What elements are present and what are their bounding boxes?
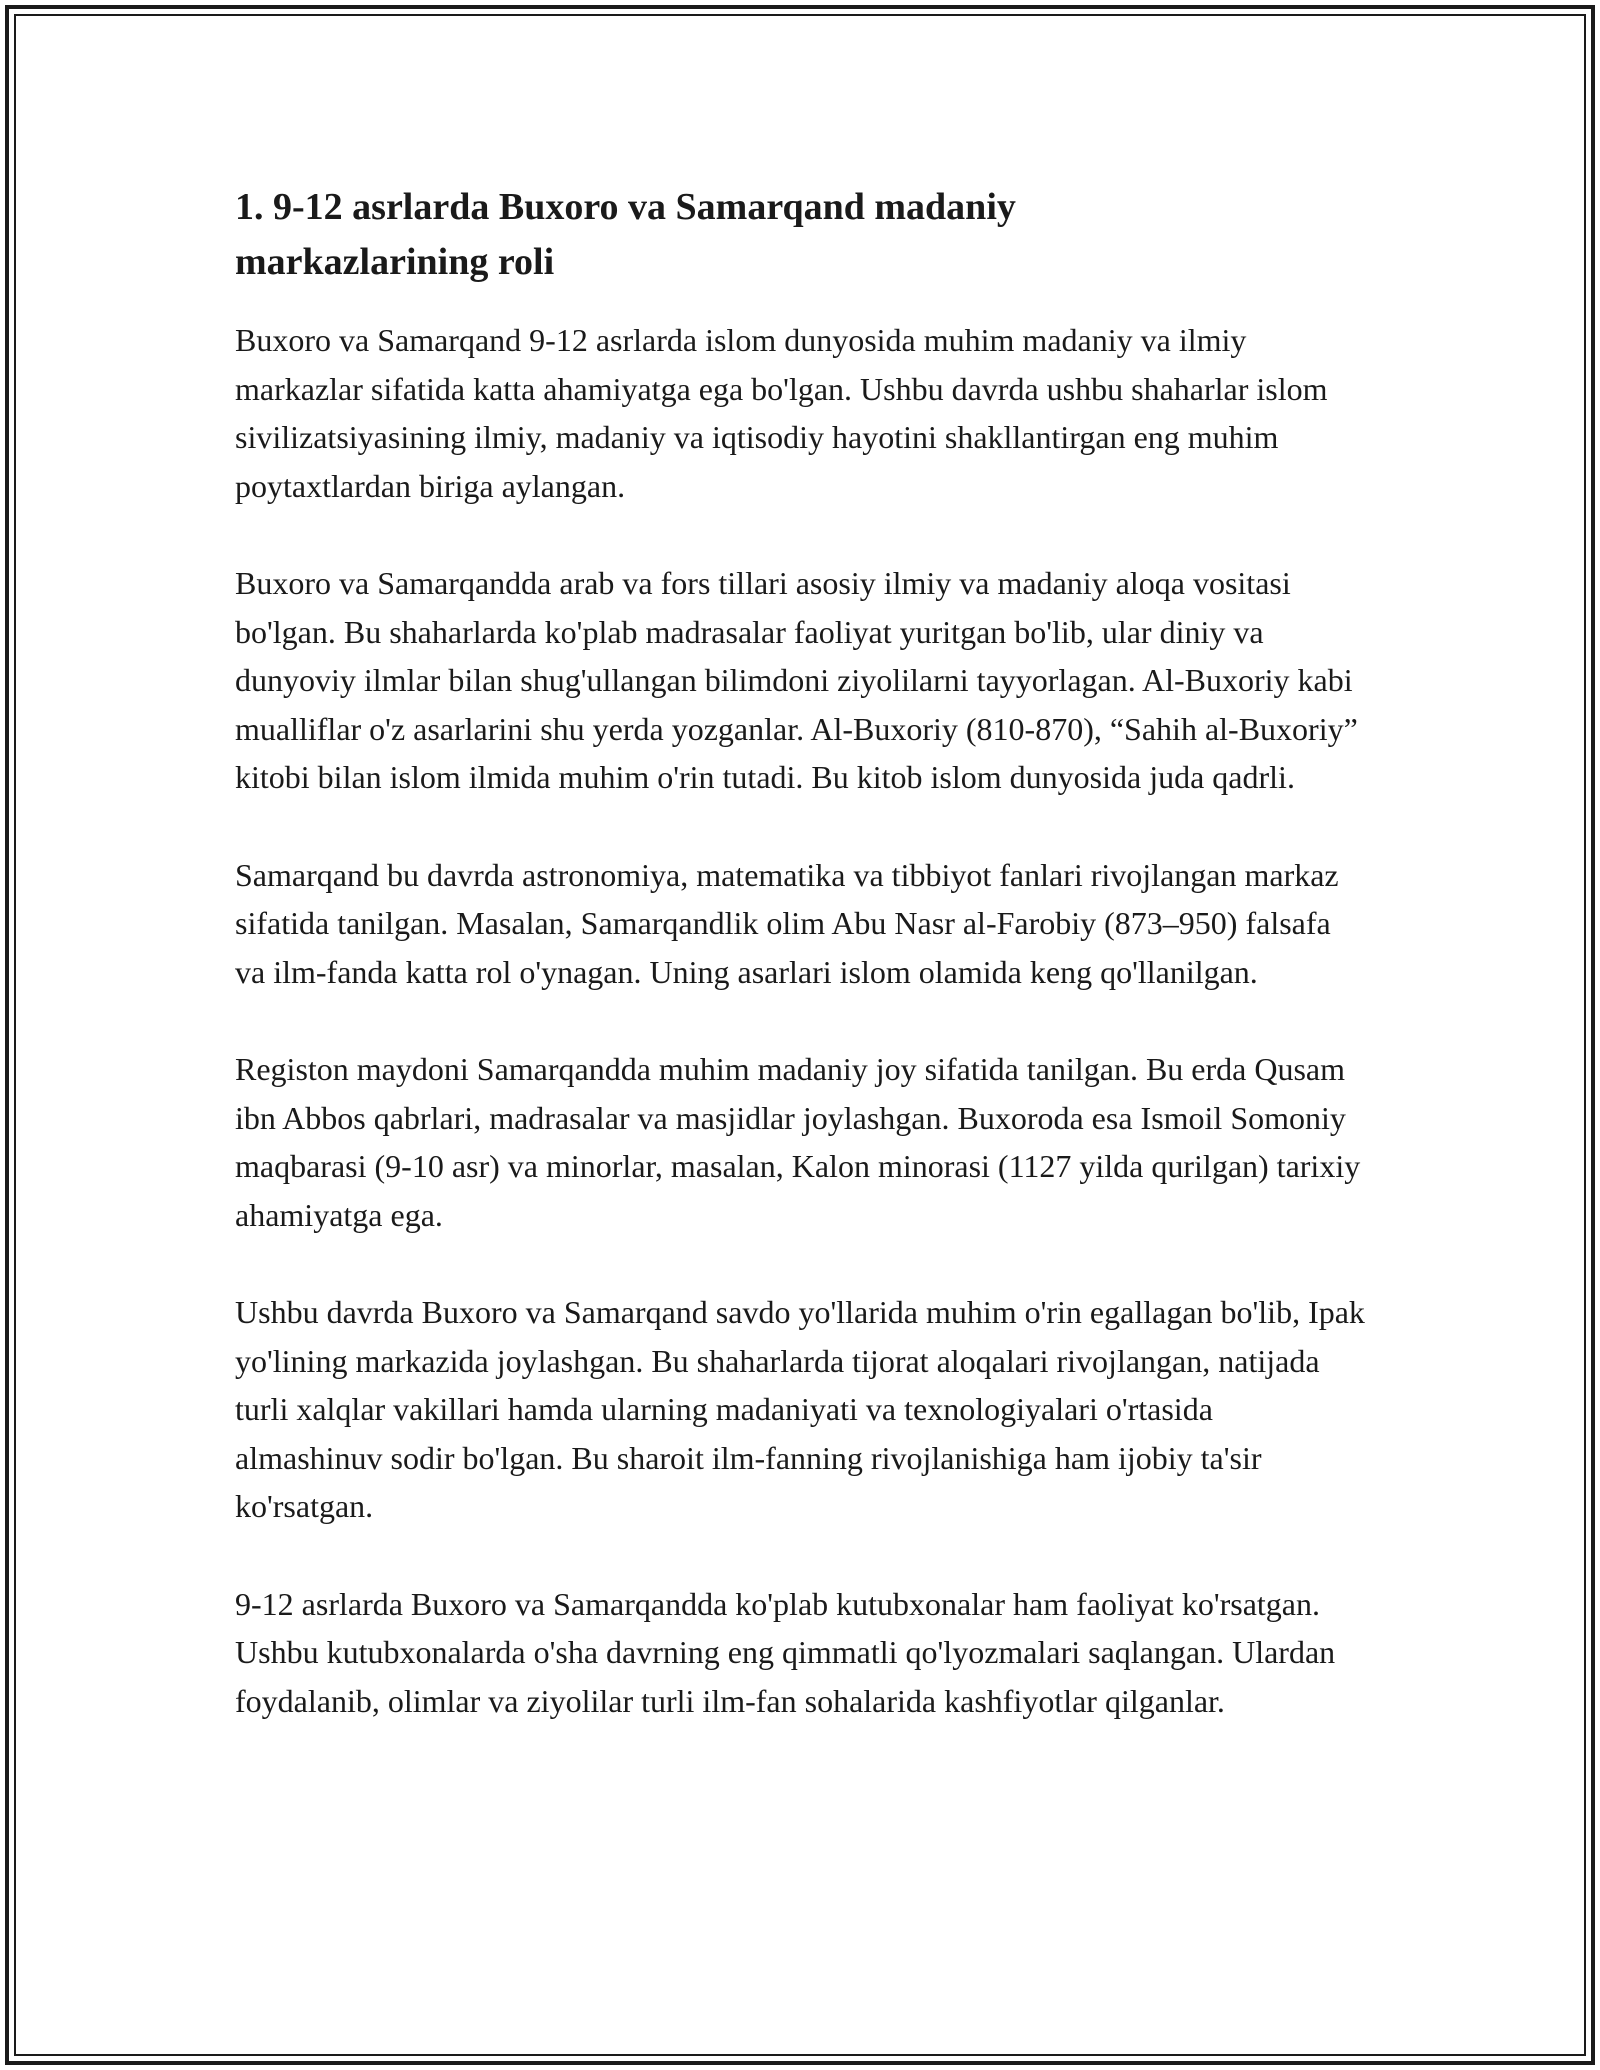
paragraph-4: Registon maydoni Samarqandda muhim madaniy joy sifatida tanilgan. Bu erda Qusam ibn Abbos qabrlari, madrasalar va masjidlar joylashgan. Buxoroda esa Ismoil Somoniy maqbarasi (9-10 asr) va minorlar, masalan, Kalon minorasi (1127 yilda qurilgan) tarixiy ahamiyatga ega. — [235, 1051, 1361, 1233]
paragraph-3: Samarqand bu davrda astronomiya, matematika va tibbiyot fanlari rivojlangan markaz sifatida tanilgan. Masalan, Samarqandlik olim Abu Nasr al-Farobiy (873–950) falsafa va ilm-fanda katta rol o'ynagan. Uning asarlari islom olamida keng qo'llanilgan. — [235, 856, 1339, 990]
paragraph-5: Ushbu davrda Buxoro va Samarqand savdo yo'llarida muhim o'rin egallagan bo'lib, Ipak yo'lining markazida joylashgan. Bu shaharlarda tijorat aloqalari rivojlangan, natijada turli xalqlar vakillari hamda ularning madaniyati va texnologiyalari o'rtasida almashinuv sodir bo'lgan. Bu sharoit ilm-fanning rivojlanishiga ham ijobiy ta'sir ko'rsatgan. — [235, 1294, 1365, 1524]
document-body — [235, 180, 1365, 1725]
paragraph-1: Buxoro va Samarqand 9-12 asrlarda islom dunyosida muhim madaniy va ilmiy markazlar sifatida katta ahamiyatga ega bo'lgan. Ushbu davrda ushbu shaharlar islom sivilizatsiyasining ilmiy, madaniy va iqtisodiy hayotini shakllantirgan eng muhim poytaxtlardan biriga aylangan. — [235, 322, 1328, 504]
paragraph-2: Buxoro va Samarqandda arab va fors tillari asosiy ilmiy va madaniy aloqa vositasi bo'lgan. Bu shaharlarda ko'plab madrasalar faoliyat yuritgan bo'lib, ular diniy va dunyoviy ilmlar bilan shug'ullangan bilimdoni ziyolilarni tayyorlagan. Al-Buxoriy kabi mualliflar o'z asarlarini shu yerda yozganlar. Al-Buxoriy (810-870), “Sahih al-Buxoriy” kitobi bilan islom ilmida muhim o'rin tutadi. Bu kitob islom dunyosida juda qadrli. — [235, 565, 1358, 795]
section-heading: 1. 9-12 asrlarda Buxoro va Samarqand madaniy markazlarining roli — [235, 186, 1016, 283]
paragraph-6: 9-12 asrlarda Buxoro va Samarqandda ko'plab kutubxonalar ham faoliyat ko'rsatgan. Ushbu kutubxonalarda o'sha davrning eng qimmatli qo'lyozmalari saqlangan. Ulardan foydalanib, olimlar va ziyolilar turli ilm-fan sohalarida kashfiyotlar qilganlar. — [235, 1585, 1336, 1719]
